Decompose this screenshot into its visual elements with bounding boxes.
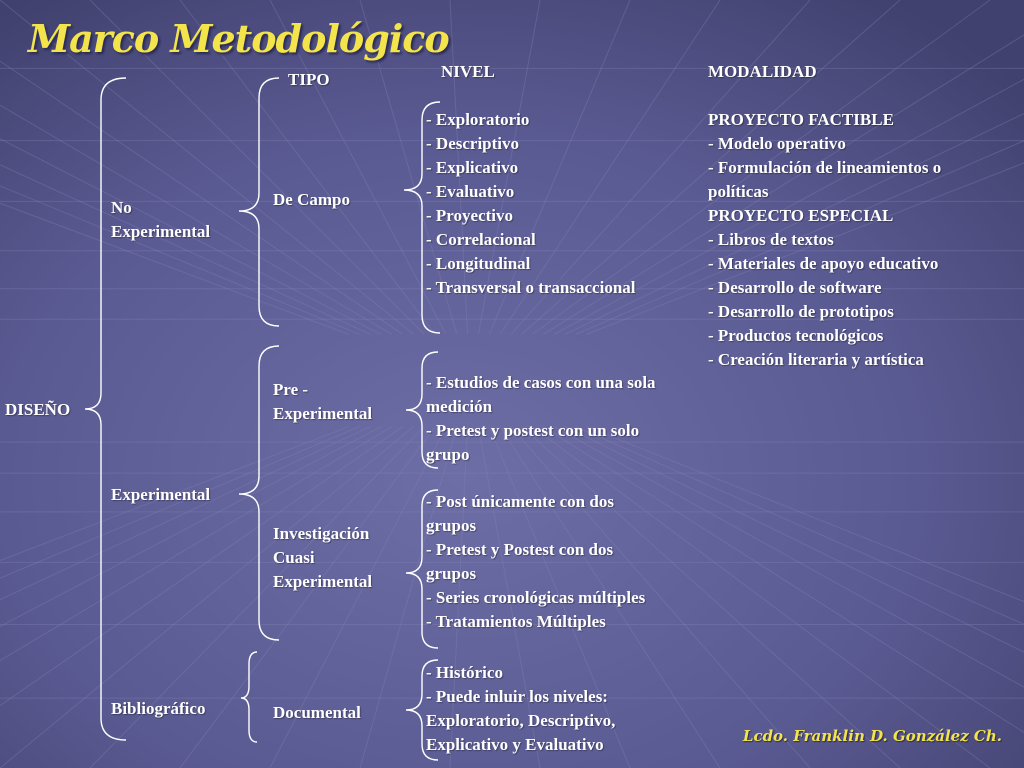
list-item: - Productos tecnológicos: [708, 326, 884, 345]
list-item: Exploratorio, Descriptivo,: [426, 711, 616, 730]
list-item: - Creación literaria y artística: [708, 350, 924, 369]
list-item: - Pretest y postest con un solo: [426, 421, 640, 440]
niveles-documental-list: [426, 661, 615, 757]
list-item: - Transversal o transaccional: [426, 278, 636, 297]
list-item: - Evaluativo: [426, 182, 515, 201]
list-item: - Longitudinal: [426, 254, 531, 273]
list-item: - Explicativo: [426, 158, 519, 177]
list-item: grupos: [426, 516, 477, 535]
list-item: - Formulación de lineamientos o: [708, 158, 942, 177]
list-item: PROYECTO FACTIBLE: [708, 110, 894, 129]
list-item: - Estudios de casos con una sola: [426, 373, 656, 392]
list-item: - Desarrollo de prototipos: [708, 302, 894, 321]
page-title: Marco Metodológico: [28, 16, 449, 61]
tipo-de-campo: De Campo: [273, 190, 350, 209]
label-bibliografico: Bibliográfico: [111, 699, 206, 718]
list-item: PROYECTO ESPECIAL: [708, 206, 894, 225]
niveles-pre-experimental-list: [426, 371, 656, 467]
list-item: - Descriptivo: [426, 134, 520, 153]
niveles-cuasi-list: [426, 490, 645, 634]
list-item: - Post únicamente con dos: [426, 492, 614, 511]
list-item: medición: [426, 397, 493, 416]
list-item: Explicativo y Evaluativo: [426, 735, 604, 754]
list-item: - Histórico: [426, 663, 503, 682]
header-nivel: NIVEL: [441, 62, 495, 81]
brace-bibliografico: [241, 652, 257, 742]
tipo-cuasi-experimental: Investigación Cuasi Experimental: [273, 524, 373, 591]
header-tipo: TIPO: [288, 70, 330, 89]
list-item: grupo: [426, 445, 470, 464]
tipo-documental: Documental: [273, 703, 361, 722]
list-item: - Libros de textos: [708, 230, 834, 249]
list-item: - Modelo operativo: [708, 134, 846, 153]
list-item: - Materiales de apoyo educativo: [708, 254, 939, 273]
brace-diseno: [85, 78, 126, 740]
list-item: - Exploratorio: [426, 110, 530, 129]
niveles-de-campo-list: [426, 108, 636, 300]
list-item: políticas: [708, 182, 769, 201]
label-experimental: Experimental: [111, 485, 211, 504]
tipo-pre-experimental: Pre - Experimental: [273, 380, 373, 423]
list-item: - Desarrollo de software: [708, 278, 882, 297]
modalidad-list: [708, 108, 941, 372]
list-item: - Series cronológicas múltiples: [426, 588, 646, 607]
list-item: - Proyectivo: [426, 206, 514, 225]
list-item: - Pretest y Postest con dos: [426, 540, 614, 559]
list-item: - Tratamientos Múltiples: [426, 612, 606, 631]
author-credit: Lcdo. Franklin D. González Ch.: [742, 727, 1002, 745]
label-no-experimental: No Experimental: [111, 198, 211, 241]
label-diseno: DISEÑO: [5, 400, 71, 419]
list-item: - Puede inluir los niveles:: [426, 687, 608, 706]
header-modalidad: MODALIDAD: [708, 62, 817, 81]
list-item: grupos: [426, 564, 477, 583]
list-item: - Correlacional: [426, 230, 536, 249]
